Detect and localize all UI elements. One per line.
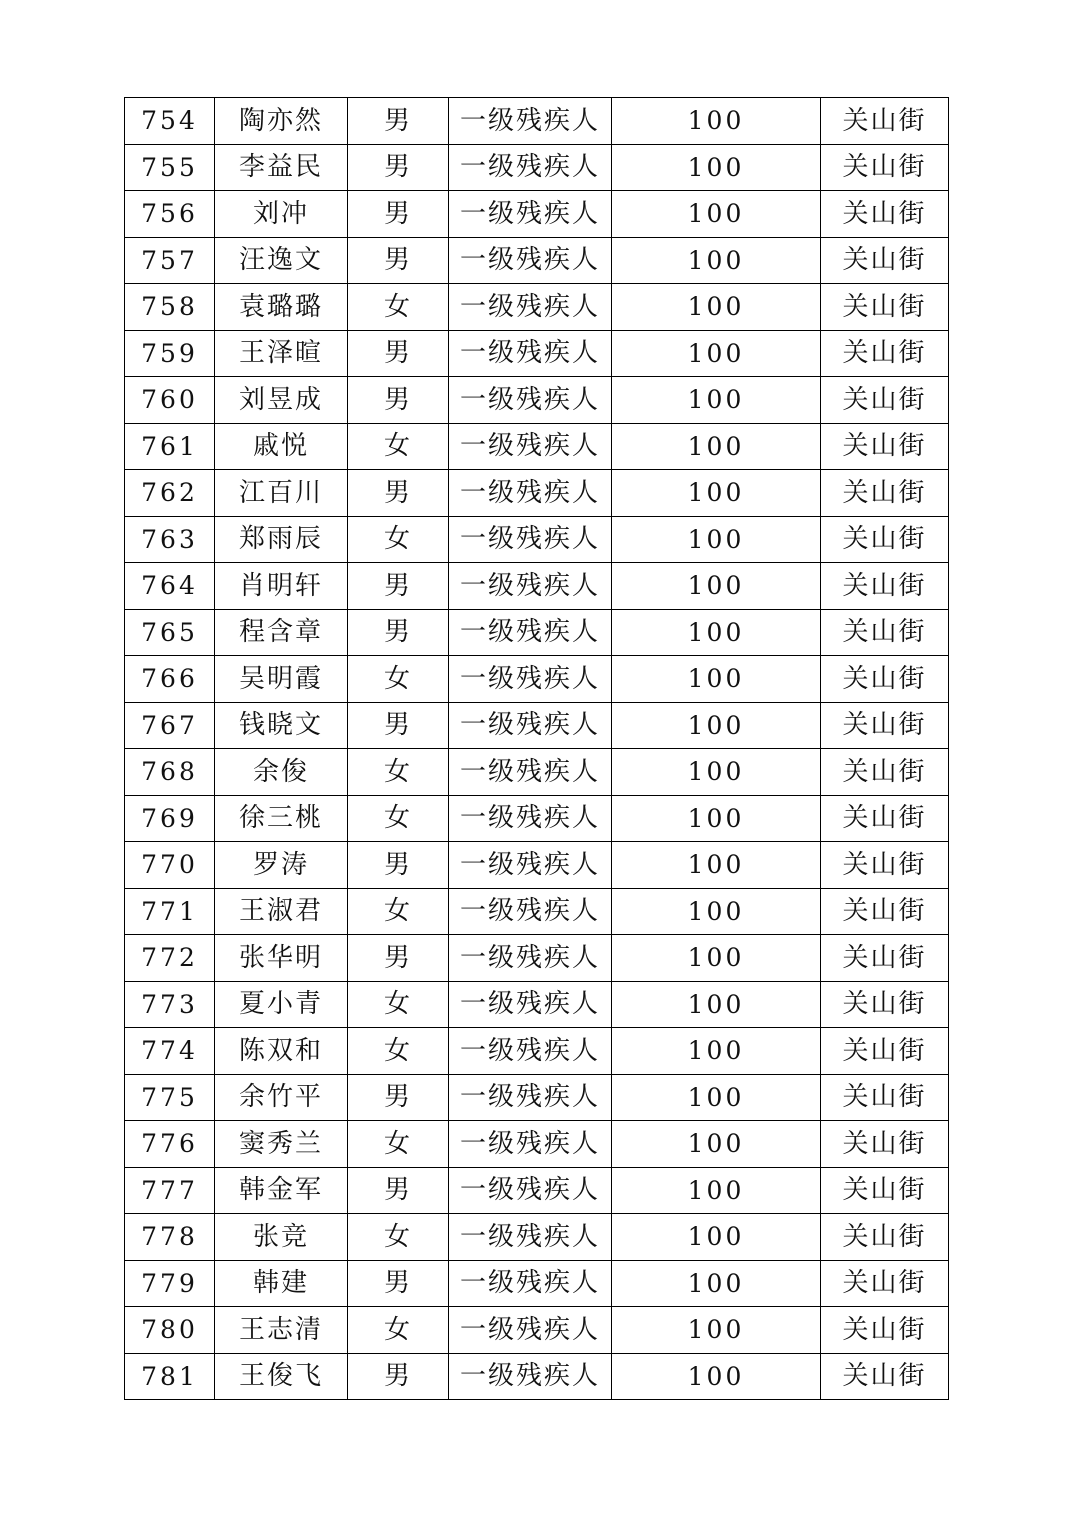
table-row <box>125 749 949 796</box>
gender-cell: 男 <box>348 237 449 284</box>
gender-cell: 女 <box>348 284 449 331</box>
gender-cell: 男 <box>348 191 449 238</box>
name-cell: 王志清 <box>215 1307 348 1354</box>
row-number-cell: 771 <box>125 888 215 935</box>
amount-cell: 100 <box>612 609 821 656</box>
amount-cell: 100 <box>612 330 821 377</box>
gender-cell: 男 <box>348 144 449 191</box>
name-cell: 陈双和 <box>215 1028 348 1075</box>
gender-cell: 女 <box>348 888 449 935</box>
name-cell: 余俊 <box>215 749 348 796</box>
name-cell: 王泽暄 <box>215 330 348 377</box>
row-number-cell: 760 <box>125 377 215 424</box>
row-number-cell: 768 <box>125 749 215 796</box>
disability-level-cell: 一级残疾人 <box>449 749 612 796</box>
table-row <box>125 1167 949 1214</box>
name-cell: 程含章 <box>215 609 348 656</box>
street-cell: 关山街 <box>821 1121 949 1168</box>
gender-cell: 男 <box>348 1167 449 1214</box>
row-number-cell: 769 <box>125 795 215 842</box>
amount-cell: 100 <box>612 1214 821 1261</box>
street-cell: 关山街 <box>821 1214 949 1261</box>
disability-level-cell: 一级残疾人 <box>449 563 612 610</box>
amount-cell: 100 <box>612 656 821 703</box>
gender-cell: 女 <box>348 1214 449 1261</box>
table-row <box>125 1353 949 1400</box>
gender-cell: 男 <box>348 609 449 656</box>
amount-cell: 100 <box>612 1121 821 1168</box>
gender-cell: 男 <box>348 377 449 424</box>
disability-level-cell: 一级残疾人 <box>449 237 612 284</box>
street-cell: 关山街 <box>821 1353 949 1400</box>
disability-level-cell: 一级残疾人 <box>449 1167 612 1214</box>
gender-cell: 男 <box>348 702 449 749</box>
row-number-cell: 781 <box>125 1353 215 1400</box>
gender-cell: 女 <box>348 516 449 563</box>
street-cell: 关山街 <box>821 377 949 424</box>
gender-cell: 女 <box>348 423 449 470</box>
gender-cell: 女 <box>348 795 449 842</box>
name-cell: 张竞 <box>215 1214 348 1261</box>
table-row <box>125 284 949 331</box>
street-cell: 关山街 <box>821 563 949 610</box>
amount-cell: 100 <box>612 563 821 610</box>
name-cell: 刘冲 <box>215 191 348 238</box>
disability-level-cell: 一级残疾人 <box>449 888 612 935</box>
street-cell: 关山街 <box>821 842 949 889</box>
disability-level-cell: 一级残疾人 <box>449 144 612 191</box>
row-number-cell: 766 <box>125 656 215 703</box>
gender-cell: 女 <box>348 981 449 1028</box>
row-number-cell: 776 <box>125 1121 215 1168</box>
table-row <box>125 237 949 284</box>
table-row <box>125 423 949 470</box>
street-cell: 关山街 <box>821 284 949 331</box>
row-number-cell: 757 <box>125 237 215 284</box>
name-cell: 汪逸文 <box>215 237 348 284</box>
disability-level-cell: 一级残疾人 <box>449 842 612 889</box>
gender-cell: 女 <box>348 1121 449 1168</box>
name-cell: 李益民 <box>215 144 348 191</box>
beneficiary-table <box>124 97 949 1400</box>
gender-cell: 男 <box>348 330 449 377</box>
street-cell: 关山街 <box>821 330 949 377</box>
row-number-cell: 779 <box>125 1260 215 1307</box>
name-cell: 窦秀兰 <box>215 1121 348 1168</box>
table-row <box>125 795 949 842</box>
disability-level-cell: 一级残疾人 <box>449 191 612 238</box>
table-body <box>125 98 949 1400</box>
street-cell: 关山街 <box>821 1307 949 1354</box>
disability-level-cell: 一级残疾人 <box>449 423 612 470</box>
amount-cell: 100 <box>612 888 821 935</box>
name-cell: 夏小青 <box>215 981 348 1028</box>
disability-level-cell: 一级残疾人 <box>449 1307 612 1354</box>
gender-cell: 男 <box>348 1353 449 1400</box>
row-number-cell: 767 <box>125 702 215 749</box>
table-row <box>125 842 949 889</box>
amount-cell: 100 <box>612 935 821 982</box>
street-cell: 关山街 <box>821 1074 949 1121</box>
name-cell: 戚悦 <box>215 423 348 470</box>
table-row <box>125 563 949 610</box>
row-number-cell: 759 <box>125 330 215 377</box>
gender-cell: 女 <box>348 656 449 703</box>
table-row <box>125 1074 949 1121</box>
name-cell: 肖明轩 <box>215 563 348 610</box>
amount-cell: 100 <box>612 144 821 191</box>
name-cell: 徐三桃 <box>215 795 348 842</box>
gender-cell: 男 <box>348 1074 449 1121</box>
table-row <box>125 609 949 656</box>
gender-cell: 男 <box>348 98 449 145</box>
table-row <box>125 888 949 935</box>
table-row <box>125 981 949 1028</box>
table-row <box>125 935 949 982</box>
street-cell: 关山街 <box>821 1028 949 1075</box>
gender-cell: 男 <box>348 1260 449 1307</box>
table-row <box>125 377 949 424</box>
amount-cell: 100 <box>612 749 821 796</box>
disability-level-cell: 一级残疾人 <box>449 98 612 145</box>
name-cell: 钱晓文 <box>215 702 348 749</box>
row-number-cell: 755 <box>125 144 215 191</box>
name-cell: 袁璐璐 <box>215 284 348 331</box>
gender-cell: 男 <box>348 935 449 982</box>
name-cell: 韩建 <box>215 1260 348 1307</box>
disability-level-cell: 一级残疾人 <box>449 981 612 1028</box>
street-cell: 关山街 <box>821 609 949 656</box>
amount-cell: 100 <box>612 842 821 889</box>
amount-cell: 100 <box>612 237 821 284</box>
gender-cell: 男 <box>348 470 449 517</box>
amount-cell: 100 <box>612 98 821 145</box>
disability-level-cell: 一级残疾人 <box>449 1260 612 1307</box>
street-cell: 关山街 <box>821 1260 949 1307</box>
amount-cell: 100 <box>612 470 821 517</box>
row-number-cell: 756 <box>125 191 215 238</box>
amount-cell: 100 <box>612 1167 821 1214</box>
disability-level-cell: 一级残疾人 <box>449 1028 612 1075</box>
document-page <box>124 97 948 1400</box>
gender-cell: 女 <box>348 1307 449 1354</box>
street-cell: 关山街 <box>821 191 949 238</box>
street-cell: 关山街 <box>821 935 949 982</box>
name-cell: 陶亦然 <box>215 98 348 145</box>
disability-level-cell: 一级残疾人 <box>449 1353 612 1400</box>
table-row <box>125 1121 949 1168</box>
street-cell: 关山街 <box>821 981 949 1028</box>
table-row <box>125 470 949 517</box>
table-row <box>125 1260 949 1307</box>
name-cell: 郑雨辰 <box>215 516 348 563</box>
table-row <box>125 191 949 238</box>
row-number-cell: 777 <box>125 1167 215 1214</box>
amount-cell: 100 <box>612 1260 821 1307</box>
row-number-cell: 780 <box>125 1307 215 1354</box>
table-row <box>125 702 949 749</box>
name-cell: 张华明 <box>215 935 348 982</box>
name-cell: 王淑君 <box>215 888 348 935</box>
amount-cell: 100 <box>612 1074 821 1121</box>
disability-level-cell: 一级残疾人 <box>449 377 612 424</box>
gender-cell: 女 <box>348 749 449 796</box>
disability-level-cell: 一级残疾人 <box>449 1214 612 1261</box>
name-cell: 刘昱成 <box>215 377 348 424</box>
name-cell: 江百川 <box>215 470 348 517</box>
disability-level-cell: 一级残疾人 <box>449 330 612 377</box>
amount-cell: 100 <box>612 1353 821 1400</box>
disability-level-cell: 一级残疾人 <box>449 609 612 656</box>
disability-level-cell: 一级残疾人 <box>449 656 612 703</box>
table-row <box>125 1307 949 1354</box>
amount-cell: 100 <box>612 702 821 749</box>
row-number-cell: 764 <box>125 563 215 610</box>
amount-cell: 100 <box>612 795 821 842</box>
amount-cell: 100 <box>612 516 821 563</box>
street-cell: 关山街 <box>821 98 949 145</box>
disability-level-cell: 一级残疾人 <box>449 516 612 563</box>
street-cell: 关山街 <box>821 423 949 470</box>
row-number-cell: 770 <box>125 842 215 889</box>
amount-cell: 100 <box>612 377 821 424</box>
row-number-cell: 778 <box>125 1214 215 1261</box>
table-row <box>125 330 949 377</box>
row-number-cell: 774 <box>125 1028 215 1075</box>
street-cell: 关山街 <box>821 1167 949 1214</box>
disability-level-cell: 一级残疾人 <box>449 1121 612 1168</box>
disability-level-cell: 一级残疾人 <box>449 795 612 842</box>
disability-level-cell: 一级残疾人 <box>449 935 612 982</box>
amount-cell: 100 <box>612 981 821 1028</box>
street-cell: 关山街 <box>821 516 949 563</box>
gender-cell: 女 <box>348 1028 449 1075</box>
table-row <box>125 516 949 563</box>
name-cell: 罗涛 <box>215 842 348 889</box>
amount-cell: 100 <box>612 1028 821 1075</box>
name-cell: 吴明霞 <box>215 656 348 703</box>
gender-cell: 男 <box>348 842 449 889</box>
table-row <box>125 98 949 145</box>
gender-cell: 男 <box>348 563 449 610</box>
street-cell: 关山街 <box>821 888 949 935</box>
table-row <box>125 144 949 191</box>
row-number-cell: 763 <box>125 516 215 563</box>
row-number-cell: 765 <box>125 609 215 656</box>
row-number-cell: 772 <box>125 935 215 982</box>
amount-cell: 100 <box>612 423 821 470</box>
street-cell: 关山街 <box>821 702 949 749</box>
disability-level-cell: 一级残疾人 <box>449 470 612 517</box>
table-row <box>125 656 949 703</box>
name-cell: 韩金军 <box>215 1167 348 1214</box>
disability-level-cell: 一级残疾人 <box>449 284 612 331</box>
amount-cell: 100 <box>612 191 821 238</box>
street-cell: 关山街 <box>821 144 949 191</box>
row-number-cell: 758 <box>125 284 215 331</box>
row-number-cell: 762 <box>125 470 215 517</box>
row-number-cell: 773 <box>125 981 215 1028</box>
table-row <box>125 1214 949 1261</box>
row-number-cell: 754 <box>125 98 215 145</box>
row-number-cell: 775 <box>125 1074 215 1121</box>
amount-cell: 100 <box>612 284 821 331</box>
street-cell: 关山街 <box>821 470 949 517</box>
disability-level-cell: 一级残疾人 <box>449 702 612 749</box>
table-row <box>125 1028 949 1075</box>
street-cell: 关山街 <box>821 656 949 703</box>
amount-cell: 100 <box>612 1307 821 1354</box>
street-cell: 关山街 <box>821 795 949 842</box>
disability-level-cell: 一级残疾人 <box>449 1074 612 1121</box>
street-cell: 关山街 <box>821 237 949 284</box>
row-number-cell: 761 <box>125 423 215 470</box>
name-cell: 王俊飞 <box>215 1353 348 1400</box>
street-cell: 关山街 <box>821 749 949 796</box>
name-cell: 余竹平 <box>215 1074 348 1121</box>
